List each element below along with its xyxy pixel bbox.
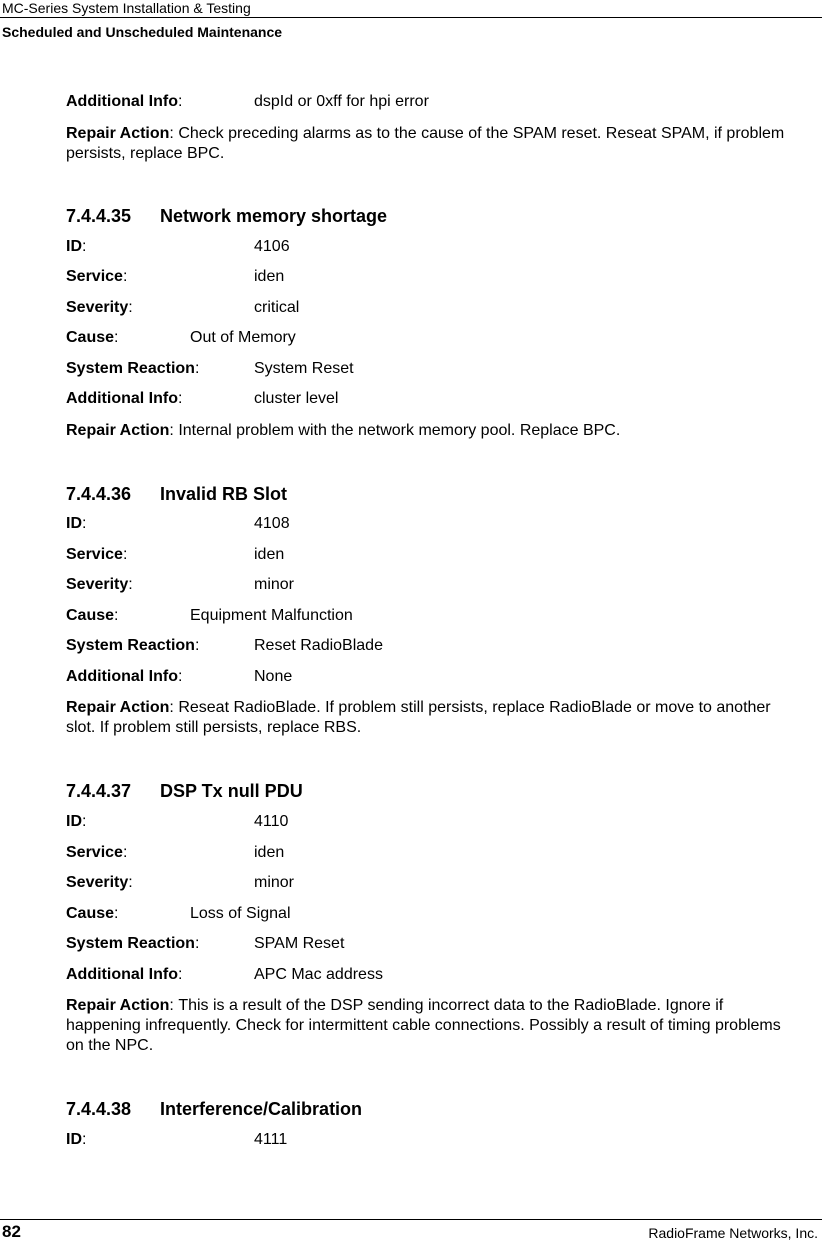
severity-value: critical: [254, 299, 300, 316]
severity-value: minor: [254, 576, 295, 593]
section-heading: 7.4.4.37 DSP Tx null PDU: [66, 781, 303, 801]
running-header-title: MC-Series System Installation & Testing: [2, 0, 251, 16]
intro-repair-action: Repair Action: Check preceding alarms as to the cause of the SPAM reset. Reseat SPAM, if problem persists, replace BPC.: [66, 125, 785, 162]
repair-action: Repair Action: Reseat RadioBlade. If problem still persists, replace RadioBlade or move to another slot. If problem still persists, replace RBS.: [66, 699, 771, 736]
cause-label: Cause:: [66, 329, 119, 346]
service-label: Service:: [66, 844, 128, 861]
system-reaction-value: Reset RadioBlade: [254, 637, 383, 654]
additional-info-label: Additional Info:: [66, 966, 183, 983]
system-reaction-label: System Reaction:: [66, 360, 200, 377]
service-label: Service:: [66, 268, 128, 285]
service-value: iden: [254, 268, 285, 285]
page-number: 82: [2, 1222, 21, 1241]
id-label: ID:: [66, 1131, 87, 1148]
system-reaction-value: System Reset: [254, 360, 354, 377]
system-reaction-label: System Reaction:: [66, 637, 200, 654]
id-label: ID:: [66, 238, 87, 255]
footer-divider: [0, 1219, 822, 1220]
severity-value: minor: [254, 874, 295, 891]
id-value: 4111: [254, 1131, 288, 1148]
severity-label: Severity:: [66, 576, 133, 593]
repair-action: Repair Action: Internal problem with the network memory pool. Replace BPC.: [66, 422, 621, 439]
additional-info-label: Additional Info:: [66, 668, 183, 685]
service-value: iden: [254, 546, 285, 563]
id-label: ID:: [66, 515, 87, 532]
service-label: Service:: [66, 546, 128, 563]
id-value: 4108: [254, 515, 290, 532]
running-header-section: Scheduled and Unscheduled Maintenance: [2, 24, 283, 40]
id-value: 4106: [254, 238, 290, 255]
severity-label: Severity:: [66, 299, 133, 316]
section-heading: 7.4.4.36 Invalid RB Slot: [66, 484, 288, 504]
cause-value: Loss of Signal: [190, 905, 291, 922]
header-divider: [0, 17, 822, 18]
additional-info-value: APC Mac address: [254, 966, 383, 983]
cause-label: Cause:: [66, 905, 119, 922]
section-heading: 7.4.4.35 Network memory shortage: [66, 206, 388, 226]
id-label: ID:: [66, 813, 87, 830]
cause-value: Out of Memory: [190, 329, 296, 346]
cause-label: Cause:: [66, 607, 119, 624]
system-reaction-label: System Reaction:: [66, 935, 200, 952]
section-heading: 7.4.4.38 Interference/Calibration: [66, 1099, 363, 1119]
severity-label: Severity:: [66, 874, 133, 891]
intro-additional-info-value: dspId or 0xff for hpi error: [254, 93, 429, 110]
id-value: 4110: [254, 813, 289, 830]
company-name: RadioFrame Networks, Inc.: [648, 1225, 818, 1241]
cause-value: Equipment Malfunction: [190, 607, 353, 624]
additional-info-value: cluster level: [254, 390, 339, 407]
system-reaction-value: SPAM Reset: [254, 935, 345, 952]
additional-info-value: None: [254, 668, 293, 685]
service-value: iden: [254, 844, 285, 861]
intro-additional-info-label: Additional Info:: [66, 93, 183, 110]
repair-action: Repair Action: This is a result of the DSP sending incorrect data to the RadioBlade. Ignore if happening infrequently. Check for intermittent cable connections. Possibly a result of timing problems on the NPC.: [66, 997, 781, 1054]
additional-info-label: Additional Info:: [66, 390, 183, 407]
